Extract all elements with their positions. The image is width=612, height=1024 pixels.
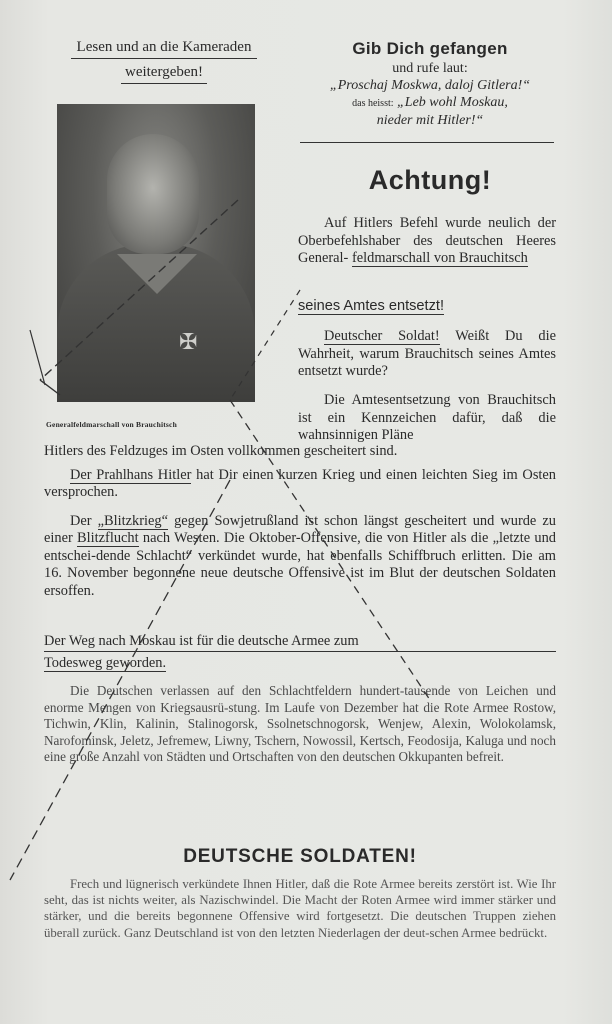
pencil-line-1 — [40, 200, 238, 380]
pencil-line-5 — [230, 290, 300, 400]
surrender-translation-2: nieder mit Hitler!“ — [376, 113, 484, 128]
surrender-das-heisst: das heisst: — [352, 98, 394, 109]
header-left-line1: Lesen und an die Kameraden — [71, 36, 258, 59]
p2-text: Weißt Du die Wahrheit, warum Brauchitsch seines Amtes entsetzt wurde? — [298, 328, 556, 380]
pencil-line-6 — [10, 480, 230, 880]
p5-text2: nach Westen. Die Oktober-Offensive, die von Hitler als die „letzte und entschei-dende Schlacht“ verkündet wurde, hat ebenfalls Schiffbruch erlitten. Die am 16. November begonnene neue deutsche Offensive ist im Blut der deutschen Soldaten ersoffen. — [44, 530, 557, 599]
section-title: DEUTSCHE SOLDATEN! — [183, 846, 417, 867]
pencil-line-2 — [40, 380, 60, 395]
surrender-line2: und rufe laut: — [392, 61, 468, 76]
p1-text: Auf Hitlers Befehl wurde neulich der Oberbefehlshaber des deutschen Heeres General- — [298, 215, 556, 267]
p3-text: Die Amtesentsetzung von Brauchitsch ist ein Kennzeichen dafür, daß die wahnsinnigen Pläne — [298, 392, 556, 444]
p6-todesweg: Todesweg geworden. — [44, 655, 167, 672]
achtung-heading: Achtung! — [368, 165, 492, 195]
p1-brauchitsch: feldmarschall von Brauchitsch — [351, 250, 528, 267]
p3-end: Hitlers des Feldzuges im Osten vollkommen gescheitert sind. — [44, 443, 398, 459]
paragraph-7: Die Deutschen verlassen auf den Schlachtfeldern hundert-tausende von Leichen und enorme Mengen von Kriegsausrü-stung. Im Laufe von Dezember hat die Rote Armee Rostow, Tichwin, Klin, Kalinin, Stalinogorsk, Ssolnetschnogorsk, Wenjew, Alexin, Wolokolamsk, Narofominsk, Jeletz, Jefremew, Liwny, Tschern, Nowossil, Kertsch, Feodosija, Kaluga und noch eine große Anzahl von Städten und Ortschaften von den deutschen Okkupanten befreit. — [44, 683, 556, 765]
p2-soldat: Deutscher Soldat! — [324, 328, 440, 344]
photo-caption: Generalfeldmarschall von Brauchitsch — [46, 420, 177, 429]
p6-line1: Der Weg nach Moskau ist für die deutsche Armee zum — [44, 633, 556, 652]
lower-paragraph: Frech und lügnerisch verkündete Ihnen Hitler, daß die Rote Armee bereits zerstört ist. Wie Ihr seht, das ist nichts weiter, als Nazischwindel. Die Macht der Roten Armee wird immer stärker und stärker, und die bereits begonnene Offensive wird fortgesetzt. Die deutschen Truppen ziehen überall zurück. Ganz Deutschland ist von den letzten Niederlagen der deut-schen Armee bedrückt. — [44, 877, 556, 940]
p4-prahlhans: Der Prahlhans Hitler — [70, 467, 192, 483]
p5-text1: gegen Sowjetrußland ist schon längst gescheitert und wurde zu einer — [44, 513, 556, 547]
p5-blitzflucht: Blitzflucht — [77, 530, 139, 547]
surrender-translation-1: „Leb wohl Moskau, — [397, 95, 508, 110]
p4-text: hat Dir einen kurzen Krieg und einen leichten Sieg im Osten versprochen. — [44, 467, 556, 501]
header-left-line2: weitergeben! — [121, 61, 207, 84]
p1-dismissed-text: seines Amtes entsetzt! — [298, 298, 445, 314]
iron-cross-icon: ✠ — [179, 329, 198, 354]
p5-blitzkrieg: „Blitzkrieg“ — [97, 513, 168, 529]
surrender-russian: „Proschaj Moskwa, daloj Gitlera!“ — [329, 78, 531, 93]
p5-der: Der — [70, 513, 92, 529]
pencil-line-3 — [30, 330, 45, 385]
surrender-title: Gib Dich gefangen — [352, 39, 508, 58]
pencil-line-4 — [230, 400, 430, 700]
